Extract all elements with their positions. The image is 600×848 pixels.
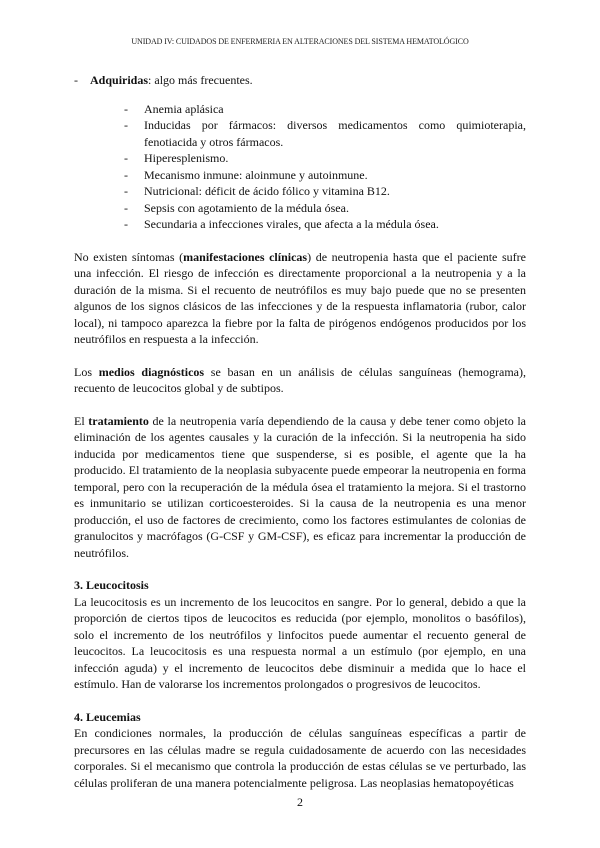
list-item: - Mecanismo inmune: aloinmune y autoinmune. bbox=[124, 167, 368, 182]
list-item: - Secundaria a infecciones virales, que afecta a la médula ósea. bbox=[124, 217, 439, 231]
paragraph-leucocitosis: La leucocitosis es un incremento de los leucocitos en sangre. Por lo general, debido a que la proporción de ciertos tipos de leucocitos es reducida (por ejemplo, monolitos o basófilos), solo el incremento de los neutrófilos y linfocitos puede aumentar el recuento general de leucocitos. La leucocitosis es una respuesta normal a un estímulo (por ejemplo, en una infección aguda) y el incremento de leucocitos debe disminuir a medida que lo hace el estímulo. Han de valorarse los incrementos prolongados o progresivos de leucocitos. bbox=[74, 594, 526, 691]
page-content bbox=[74, 64, 526, 791]
bullet-dash: - bbox=[74, 73, 78, 87]
acquired-label: Adquiridas bbox=[90, 73, 149, 87]
list-item: - Anemia aplásica bbox=[124, 101, 224, 116]
paragraph-diagnostics: Los medios diagnósticos se basan en un análisis de células sanguíneas (hemograma), recuento de leucocitos global y de subtipos. bbox=[74, 364, 526, 395]
section-heading-leucemias: 4. Leucemias bbox=[74, 709, 141, 724]
term-manifestations: manifestaciones clínicas bbox=[183, 249, 308, 264]
acquired-bullet bbox=[74, 72, 526, 89]
list-item: - Nutricional: déficit de ácido fólico y vitamina B12. bbox=[124, 184, 390, 198]
term-diagnostics: medios diagnósticos bbox=[98, 364, 205, 379]
paragraph-leucemias: En condiciones normales, la producción de células sanguíneas específicas a partir de precursores en las células madre se regula cuidadosamente de acuerdo con las necesidades corporales. Si el mecanismo que controla la producción de estas células se ve perturbado, las células proliferan de una manera potencialmente peligrosa. Las neoplasias hematopoyéticas bbox=[74, 726, 526, 790]
list-item: - Inducidas por fármacos: diversos medicamentos como quimioterapia, fenotiacida y otros fármacos. bbox=[124, 118, 526, 149]
acquired-causes-list bbox=[124, 101, 526, 233]
page-number: 2 bbox=[297, 795, 303, 809]
list-item: - Hiperesplenismo. bbox=[124, 151, 229, 165]
term-treatment: tratamiento bbox=[88, 413, 149, 428]
acquired-rest: : algo más frecuentes. bbox=[148, 73, 253, 87]
list-item: - Sepsis con agotamiento de la médula ósea. bbox=[124, 200, 349, 215]
paragraph-manifestations: No existen síntomas (manifestaciones clínicas) de neutropenia hasta que el paciente sufre una infección. El riesgo de infección es directamente proporcional a la neutropenia y a la duración de la misma. Si el recuento de neutrófilos es muy bajo puede que no se presenten algunos de los signos clásicos de las infecciones y de la respuesta inflamatoria (rubor, calor local), ni tampoco aparezca la fiebre por la falta de pirógenos endógenos producidos por los neutrófilos en respuesta a la infección. bbox=[74, 249, 526, 346]
section-heading-leucocitosis: 3. Leucocitosis bbox=[74, 578, 149, 592]
running-header: UNIDAD IV: CUIDADOS DE ENFERMERIA EN ALTERACIONES DEL SISTEMA HEMATOLÓGICO bbox=[131, 37, 469, 46]
paragraph-treatment: El tratamiento de la neutropenia varía dependiendo de la causa y debe tener como objeto la eliminación de los agentes causales y la curación de la infección. Si la neutropenia ha sido inducida por medicamentos tiene que suspenderse, si es posible, el agente que la ha producido. El tratamiento de la neoplasia subyacente puede empeorar la neutropenia en forma temporal, pero con la recuperación de la médula ósea el tratamiento la mejora. Si el trastorno es inmunitario se utilizan corticoesteroides. Si la causa de la neutropenia es una menor producción, el uso de factores de crecimiento, como los factores estimulantes de colonias de granulocitos y macrófagos (G-CSF y GM-CSF), es eficaz para incrementar la producción de neutrófilos. bbox=[74, 413, 526, 560]
